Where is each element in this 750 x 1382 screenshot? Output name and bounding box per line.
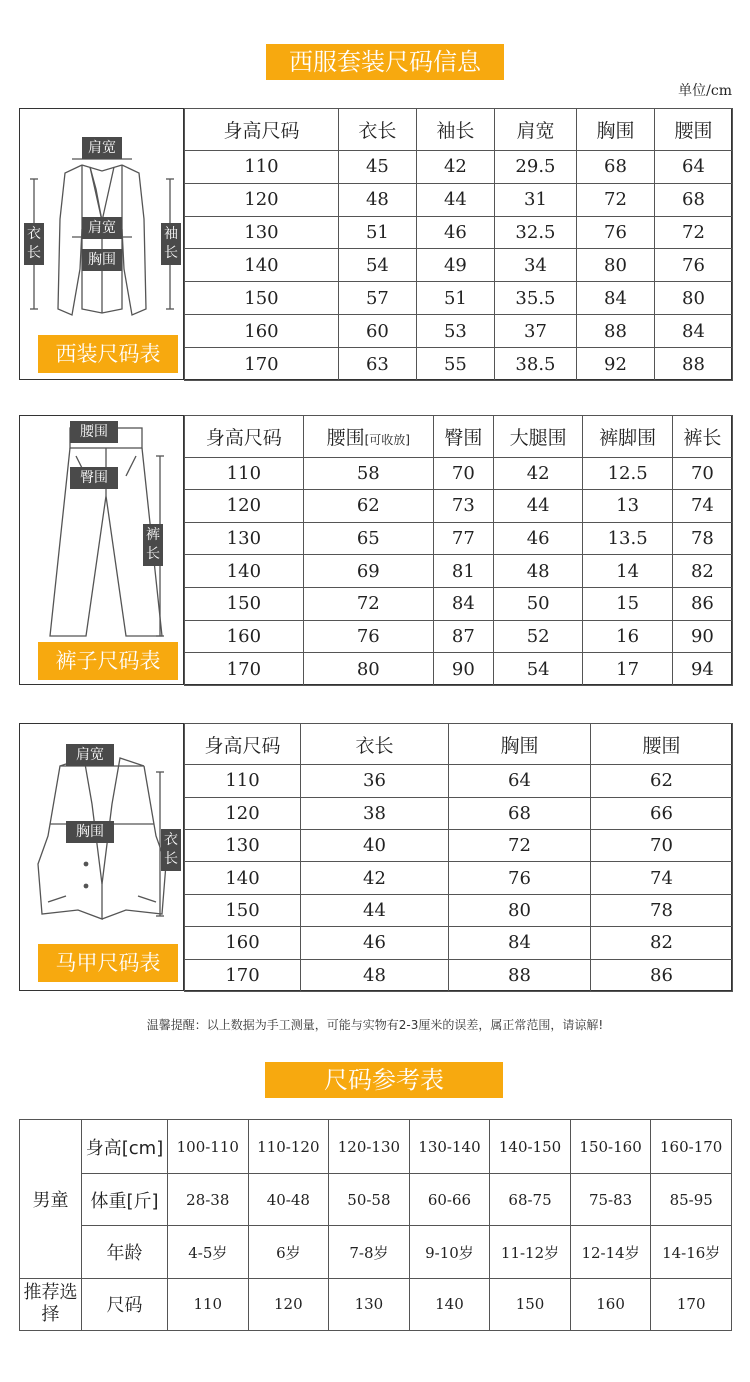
table-cell: 76 [655,249,733,282]
pants-table-body [185,457,733,685]
table-row [185,620,733,653]
table-row [185,555,733,588]
waist-tag: 腰围 [70,421,118,443]
reference-cell: 7-8岁 [329,1226,410,1278]
table-cell: 69 [303,555,433,588]
col-header: 身高尺码 [185,109,339,151]
table-cell: 87 [433,620,493,653]
table-cell: 40 [301,830,449,862]
suit-panel [19,108,732,380]
table-cell: 13 [583,490,672,523]
table-cell: 160 [185,315,339,348]
group-label: 男童 [20,1120,82,1279]
table-row [185,490,733,523]
col-header: 胸围 [577,109,655,151]
table-row [185,894,733,926]
table-cell: 42 [301,862,449,894]
table-cell: 110 [185,150,339,183]
pants-size-table [184,415,733,686]
table-cell: 72 [449,830,591,862]
table-cell: 80 [655,282,733,315]
table-row [185,282,733,315]
hip-tag: 臀围 [70,467,118,489]
table-cell: 49 [416,249,494,282]
table-cell: 74 [672,490,732,523]
col-header: 大腿围 [493,416,582,458]
table-cell: 120 [185,490,304,523]
table-cell: 140 [185,555,304,588]
col-header-waist [303,416,433,458]
table-cell: 70 [591,830,733,862]
table-cell: 76 [449,862,591,894]
table-cell: 68 [577,150,655,183]
col-header: 腰围 [655,109,733,151]
table-cell: 130 [185,216,339,249]
table-cell: 86 [672,588,732,621]
row-label: 体重[斤] [82,1174,168,1226]
table-cell: 65 [303,522,433,555]
table-cell: 70 [672,457,732,490]
table-cell: 13.5 [583,522,672,555]
table-cell: 51 [338,216,416,249]
chest-width-tag: 肩宽 [82,217,122,239]
reference-cell: 140 [409,1278,490,1330]
reference-cell: 85-95 [651,1174,732,1226]
table-row [185,765,733,797]
table-cell: 36 [301,765,449,797]
vest-shoulder-tag: 肩宽 [66,744,114,766]
sleeve-tag: 袖长 [161,223,181,265]
table-cell: 45 [338,150,416,183]
table-cell: 60 [338,315,416,348]
col-header: 身高尺码 [185,724,301,765]
vest-size-table [184,723,733,992]
reference-row [20,1120,732,1174]
table-cell: 48 [301,959,449,991]
row-label: 尺码 [82,1278,168,1330]
suit-figure [20,109,184,379]
table-cell: 38 [301,797,449,829]
table-cell: 78 [672,522,732,555]
table-cell: 57 [338,282,416,315]
table-cell: 110 [185,457,304,490]
col-header: 腰围 [591,724,733,765]
reference-banner: 尺码参考表 [265,1062,503,1098]
table-row [185,457,733,490]
table-cell: 170 [185,348,339,381]
table-cell: 73 [433,490,493,523]
table-cell: 77 [433,522,493,555]
table-cell: 29.5 [494,150,576,183]
shoulder-tag: 肩宽 [82,137,122,159]
suit-table-body [185,150,733,380]
reference-table [19,1119,732,1331]
table-cell: 92 [577,348,655,381]
table-cell: 66 [591,797,733,829]
col-header: 胸围 [449,724,591,765]
reference-cell: 75-83 [570,1174,651,1226]
chest-tag: 胸围 [82,249,122,271]
table-cell: 84 [449,927,591,959]
table-cell: 160 [185,927,301,959]
table-cell: 68 [655,183,733,216]
table-cell: 94 [672,653,732,686]
table-cell: 130 [185,522,304,555]
table-cell: 88 [655,348,733,381]
row-label: 身高[cm] [82,1120,168,1174]
table-cell: 51 [416,282,494,315]
table-row [185,588,733,621]
table-row [185,249,733,282]
table-cell: 80 [577,249,655,282]
table-cell: 37 [494,315,576,348]
recommend-label: 推荐选择 [20,1278,82,1330]
table-row [185,797,733,829]
reference-cell: 110-120 [248,1120,329,1174]
table-cell: 38.5 [494,348,576,381]
table-cell: 70 [433,457,493,490]
table-cell: 42 [416,150,494,183]
reference-cell: 9-10岁 [409,1226,490,1278]
col-header: 身高尺码 [185,416,304,458]
reference-row [20,1174,732,1226]
reference-cell: 40-48 [248,1174,329,1226]
waist-header-label: 腰围 [326,426,365,449]
table-cell: 78 [591,894,733,926]
table-cell: 90 [672,620,732,653]
table-cell: 88 [577,315,655,348]
reference-cell: 60-66 [409,1174,490,1226]
reference-row [20,1226,732,1278]
table-cell: 46 [301,927,449,959]
table-cell: 120 [185,797,301,829]
reference-cell: 140-150 [490,1120,571,1174]
table-cell: 42 [493,457,582,490]
reference-cell: 110 [168,1278,249,1330]
reference-cell: 12-14岁 [570,1226,651,1278]
table-cell: 15 [583,588,672,621]
table-cell: 46 [416,216,494,249]
reference-cell: 28-38 [168,1174,249,1226]
table-cell: 86 [591,959,733,991]
col-header: 臀围 [433,416,493,458]
reference-cell: 6岁 [248,1226,329,1278]
pants-length-tag: 裤长 [143,524,163,566]
reference-cell: 130 [329,1278,410,1330]
col-header: 衣长 [338,109,416,151]
col-header: 袖长 [416,109,494,151]
table-cell: 74 [591,862,733,894]
reference-cell: 160-170 [651,1120,732,1174]
table-cell: 50 [493,588,582,621]
reference-cell: 150 [490,1278,571,1330]
reference-cell: 4-5岁 [168,1226,249,1278]
table-cell: 150 [185,894,301,926]
adjustable-note: [可收放] [364,432,410,447]
unit-label: 单位/cm [678,83,732,99]
table-cell: 140 [185,862,301,894]
table-cell: 48 [338,183,416,216]
vest-table-body [185,765,733,992]
table-row [185,348,733,381]
row-label: 年龄 [82,1226,168,1278]
table-row [185,927,733,959]
reference-cell: 150-160 [570,1120,651,1174]
reference-cell: 14-16岁 [651,1226,732,1278]
table-cell: 48 [493,555,582,588]
table-cell: 170 [185,653,304,686]
table-cell: 44 [416,183,494,216]
vest-chart-label: 马甲尺码表 [38,944,178,982]
vest-panel [19,723,732,991]
table-cell: 64 [449,765,591,797]
table-cell: 54 [338,249,416,282]
table-row [185,653,733,686]
table-cell: 170 [185,959,301,991]
table-cell: 64 [655,150,733,183]
table-row [185,830,733,862]
table-cell: 14 [583,555,672,588]
reference-table-body [20,1120,732,1331]
table-cell: 88 [449,959,591,991]
reference-cell: 11-12岁 [490,1226,571,1278]
table-row [185,862,733,894]
table-cell: 62 [591,765,733,797]
vest-chest-tag: 胸围 [66,821,114,843]
reference-cell: 160 [570,1278,651,1330]
table-row [185,522,733,555]
table-cell: 81 [433,555,493,588]
table-cell: 150 [185,588,304,621]
pants-chart-label: 裤子尺码表 [38,642,178,680]
pants-panel [19,415,732,685]
reference-cell: 130-140 [409,1120,490,1174]
table-cell: 12.5 [583,457,672,490]
col-header: 衣长 [301,724,449,765]
reference-cell: 50-58 [329,1174,410,1226]
table-cell: 110 [185,765,301,797]
table-cell: 44 [301,894,449,926]
vest-figure [20,724,184,990]
table-cell: 120 [185,183,339,216]
table-cell: 72 [655,216,733,249]
measurement-note: 温馨提醒：以上数据为手工测量，可能与实物有2-3厘米的误差，属正常范围，请谅解! [146,1018,604,1032]
table-row [185,150,733,183]
table-cell: 76 [303,620,433,653]
table-cell: 84 [433,588,493,621]
title-banner: 西服套装尺码信息 [266,44,504,80]
table-cell: 17 [583,653,672,686]
table-cell: 44 [493,490,582,523]
table-cell: 32.5 [494,216,576,249]
table-cell: 140 [185,249,339,282]
col-header: 裤长 [672,416,732,458]
col-header: 裤脚围 [583,416,672,458]
table-cell: 58 [303,457,433,490]
table-cell: 82 [672,555,732,588]
table-cell: 46 [493,522,582,555]
reference-row [20,1278,732,1330]
table-cell: 68 [449,797,591,829]
vest-length-tag: 衣长 [161,829,181,871]
table-cell: 150 [185,282,339,315]
table-cell: 35.5 [494,282,576,315]
table-cell: 130 [185,830,301,862]
table-cell: 80 [303,653,433,686]
table-cell: 84 [577,282,655,315]
table-cell: 62 [303,490,433,523]
table-cell: 53 [416,315,494,348]
pants-figure [20,416,184,684]
table-cell: 55 [416,348,494,381]
reference-cell: 68-75 [490,1174,571,1226]
table-cell: 34 [494,249,576,282]
length-tag: 衣长 [24,223,44,265]
table-cell: 84 [655,315,733,348]
suit-chart-label: 西装尺码表 [38,335,178,373]
table-cell: 72 [303,588,433,621]
table-row [185,183,733,216]
table-cell: 76 [577,216,655,249]
table-cell: 31 [494,183,576,216]
table-cell: 90 [433,653,493,686]
reference-cell: 120 [248,1278,329,1330]
table-cell: 52 [493,620,582,653]
suit-size-table [184,108,733,381]
table-cell: 16 [583,620,672,653]
table-cell: 63 [338,348,416,381]
reference-cell: 120-130 [329,1120,410,1174]
reference-cell: 170 [651,1278,732,1330]
reference-cell: 100-110 [168,1120,249,1174]
table-cell: 72 [577,183,655,216]
table-cell: 54 [493,653,582,686]
table-row [185,959,733,991]
table-cell: 80 [449,894,591,926]
col-header: 肩宽 [494,109,576,151]
table-row [185,315,733,348]
table-row [185,216,733,249]
table-cell: 160 [185,620,304,653]
table-cell: 82 [591,927,733,959]
